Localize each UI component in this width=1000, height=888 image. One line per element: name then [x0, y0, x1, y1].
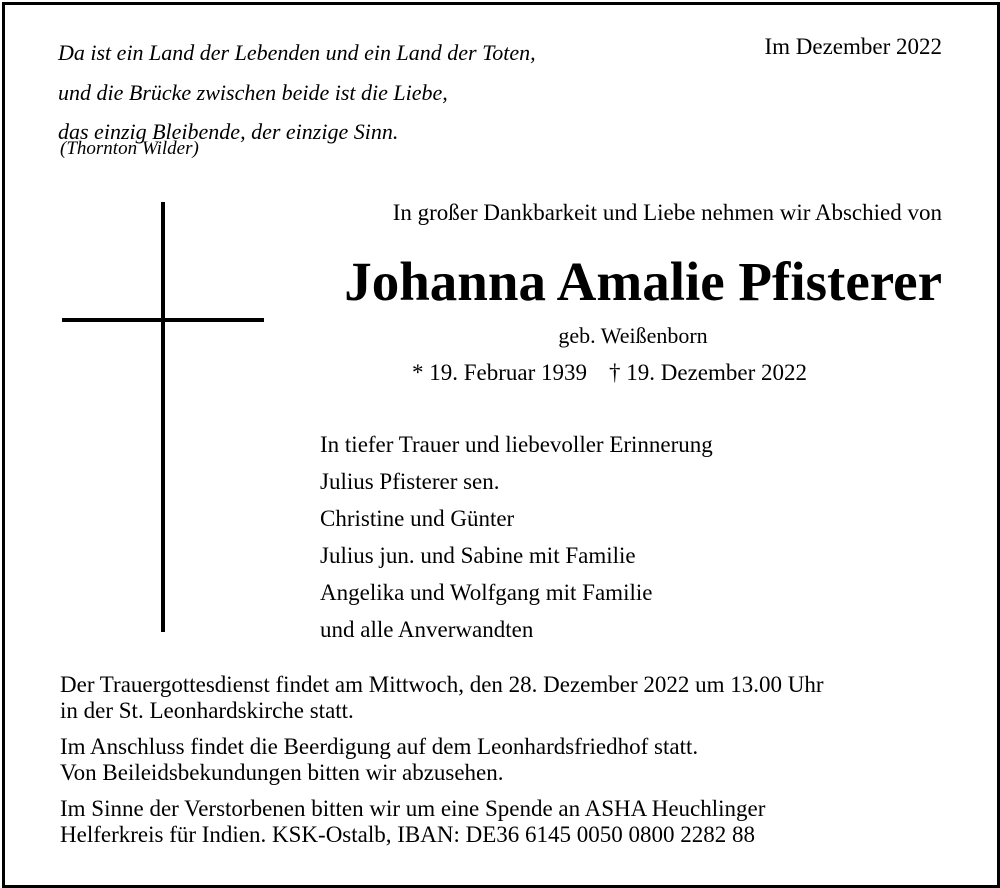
quote-attribution: (Thornton Wilder)	[60, 138, 199, 159]
mourners-list	[320, 426, 713, 648]
quote	[58, 33, 536, 152]
maiden-name: geb. Weißenborn	[558, 323, 708, 348]
service-line: in der St. Leonhardskirche statt.	[60, 698, 354, 723]
mourner-line: In tiefer Trauer und liebevoller Erinnerung	[320, 432, 713, 457]
donation-paragraph	[60, 796, 824, 848]
quote-line: das einzig Bleibende, der einzige Sinn.	[58, 119, 399, 144]
mourner-line: Christine und Günter	[320, 506, 515, 531]
birth-date: * 19. Februar 1939	[412, 360, 588, 385]
donation-line: Im Sinne der Verstorbenen bitten wir um eine Spende an ASHA Heuchlinger	[60, 796, 766, 821]
donation-line: Helferkreis für Indien. KSK-Ostalb, IBAN: DE36 6145 0050 0800 2282 88	[60, 822, 756, 847]
deceased-name: Johanna Amalie Pfisterer	[344, 251, 942, 312]
mourner-line: Julius Pfisterer sen.	[320, 469, 500, 494]
mourner-line: Angelika und Wolfgang mit Familie	[320, 580, 653, 605]
service-paragraph	[60, 672, 824, 724]
mourner-line: Julius jun. und Sabine mit Familie	[320, 543, 636, 568]
cross-vertical-bar	[161, 202, 165, 632]
farewell-intro: In großer Dankbarkeit und Liebe nehmen wir Abschied von	[392, 200, 942, 225]
quote-line: Da ist ein Land der Lebenden und ein Land der Toten,	[58, 40, 536, 65]
cross-horizontal-bar	[62, 318, 264, 322]
burial-line: Im Anschluss findet die Beerdigung auf dem Leonhardsfriedhof statt.	[60, 734, 699, 759]
life-dates	[412, 360, 807, 386]
service-information	[60, 672, 824, 858]
mourner-line: und alle Anverwandten	[320, 617, 534, 642]
notice-date: Im Dezember 2022	[764, 34, 942, 59]
burial-line: Von Beileidsbekundungen bitten wir abzusehen.	[60, 760, 504, 785]
service-line: Der Trauergottesdienst findet am Mittwoch, den 28. Dezember 2022 um 13.00 Uhr	[60, 672, 824, 697]
burial-paragraph	[60, 734, 824, 786]
death-date: † 19. Dezember 2022	[609, 360, 808, 385]
quote-line: und die Brücke zwischen beide ist die Liebe,	[58, 79, 448, 105]
